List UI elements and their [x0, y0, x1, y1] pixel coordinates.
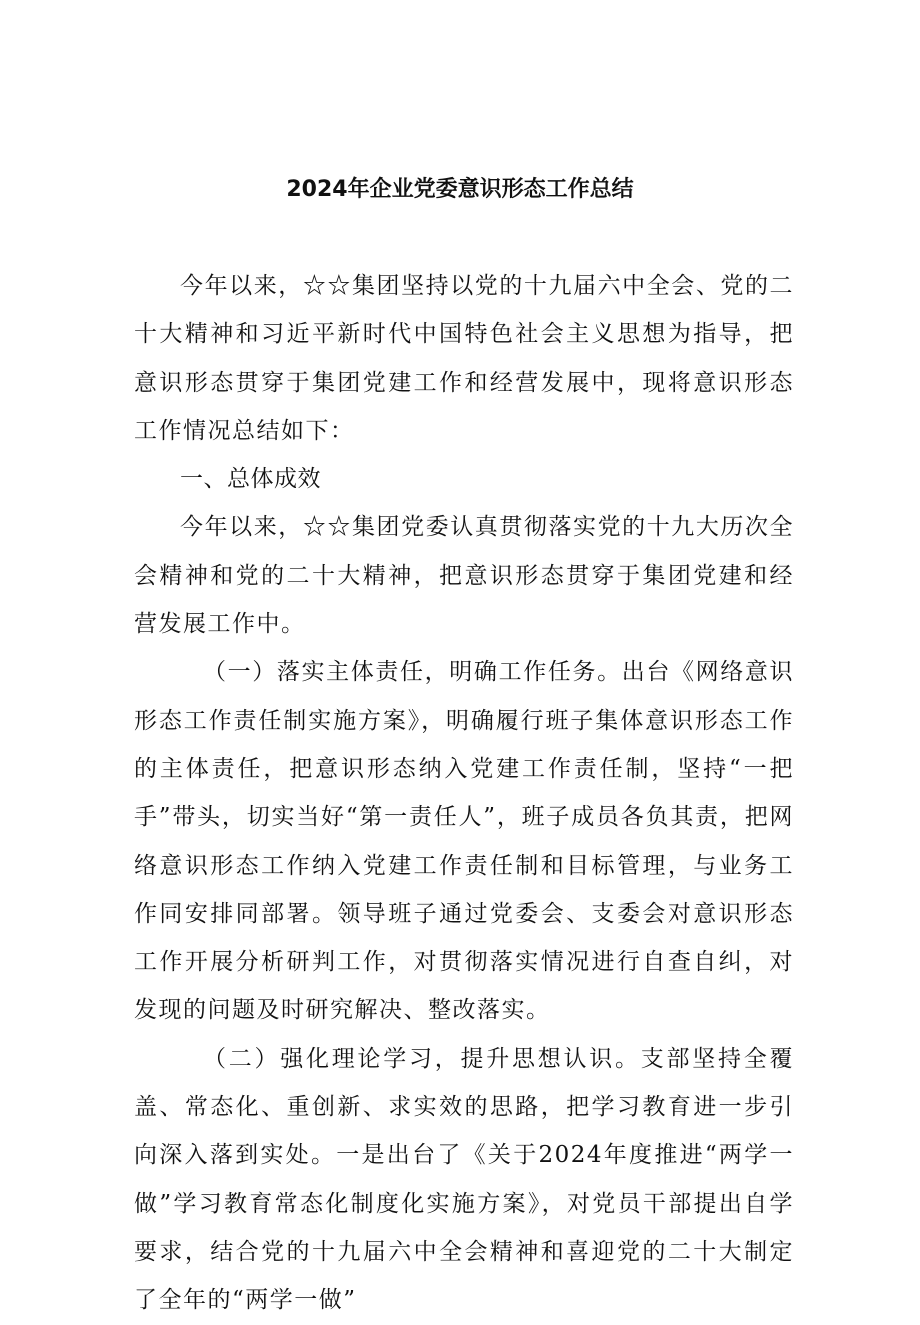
section-summary-paragraph: 今年以来，☆☆集团党委认真贯彻落实党的十九大历次全会精神和党的二十大精神，把意识形态贯穿于集团党建和经营发展工作中。: [134, 514, 794, 638]
subsection-2-paragraph: （二）强化理论学习，提升思想认识。支部坚持全覆盖、常态化、重创新、求实效的思路，把学习教育进一步引向深入落到实处。一是出台了《关于2024年度推进“两学一做”学习教育常态化制度化实施方案》，对党员干部提出自学要求，结合党的十九届六中全会精神和喜迎党的二十大制定了全年的“两学一做”: [134, 1045, 794, 1314]
intro-paragraph: 今年以来，☆☆集团坚持以党的十九届六中全会、党的二十大精神和习近平新时代中国特色社会主义思想为指导，把意识形态贯穿于集团党建工作和经营发展中，现将意识形态工作情况总结如下：: [134, 273, 794, 444]
document-body: [134, 262, 794, 1325]
section-heading: 一、总体成效: [180, 466, 321, 493]
document-title: 2024年企业党委意识形态工作总结: [286, 177, 634, 202]
subsection-1-paragraph: （一）落实主体责任，明确工作任务。出台《网络意识形态工作责任制实施方案》，明确履行班子集体意识形态工作的主体责任，把意识形态纳入党建工作责任制，坚持“一把手”带头，切实当好“第一责任人”，班子成员各负其责，把网络意识形态工作纳入党建工作责任制和目标管理，与业务工作同安排同部署。领导班子通过党委会、支委会对意识形态工作开展分析研判工作，对贯彻落实情况进行自查自纠，对发现的问题及时研究解决、整改落实。: [134, 659, 794, 1024]
